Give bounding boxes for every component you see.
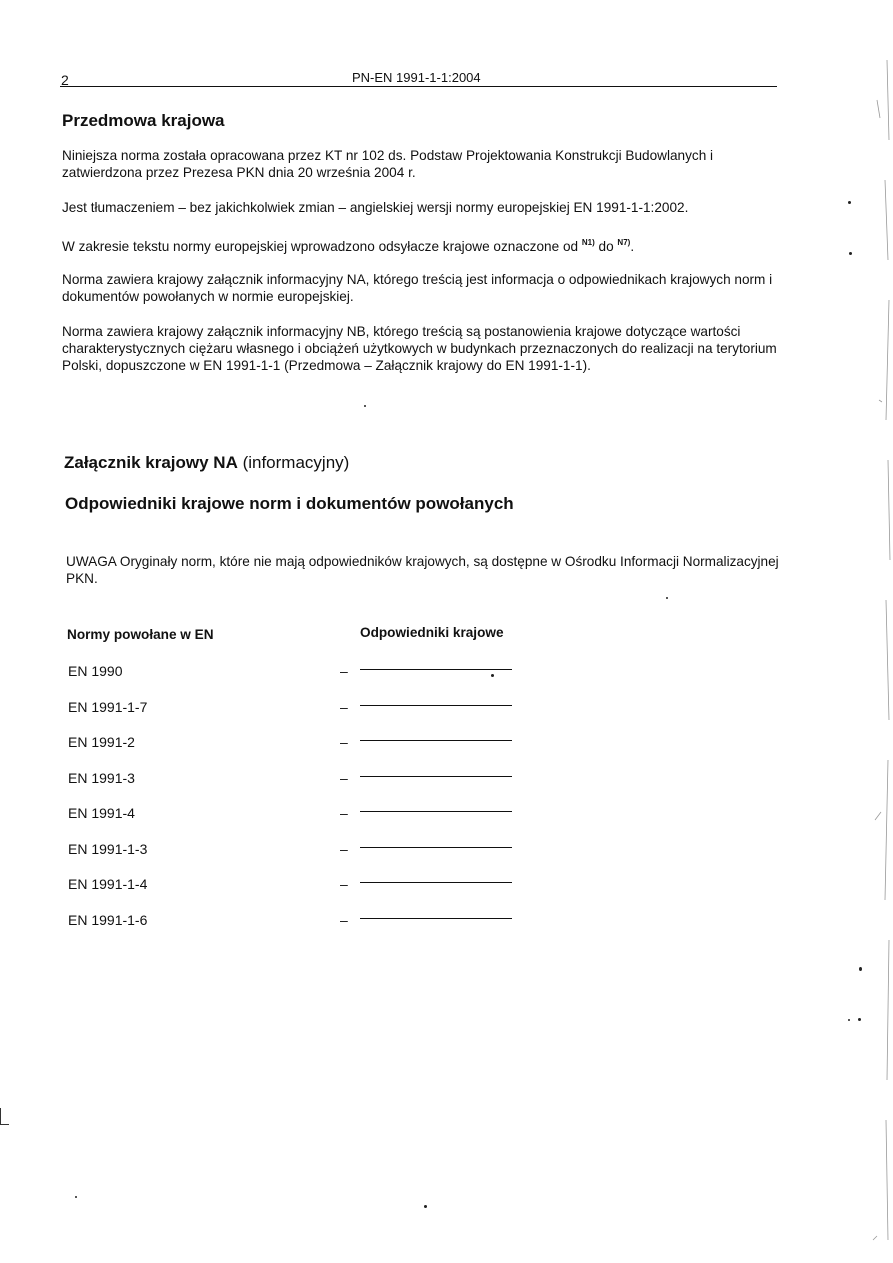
footnote-ref-n1: N1) xyxy=(581,238,595,247)
norm-code: EN 1991-1-3 xyxy=(68,840,148,857)
foreword-paragraph-2: Jest tłumaczeniem – bez jakichkolwiek zmian – angielskiej wersji normy europejskiej EN 1991-1-1:2002. xyxy=(62,200,689,215)
national-equivalent-blank-line xyxy=(360,882,512,883)
p3-text-mid: do xyxy=(594,239,618,254)
foreword-paragraph-1: Niniejsza norma została opracowana przez KT nr 102 ds. Podstaw Projektowania Konstrukcji Budowlanych i zatwierdzona przez Prezesa PKN dnia 20 września 2004 r. xyxy=(62,148,714,180)
scan-speck xyxy=(75,1196,77,1198)
foreword-paragraph-4: Norma zawiera krajowy załącznik informacyjny NA, którego treścią jest informacja o odpowiednikach krajowych norm i dokumentów powołanych w normie europejskiej. xyxy=(62,272,773,304)
scan-edge-mark xyxy=(0,1108,9,1125)
norm-code: EN 1991-1-6 xyxy=(68,911,148,928)
scan-speck xyxy=(491,674,494,677)
row-dash: – xyxy=(340,769,348,786)
row-dash: – xyxy=(340,876,348,892)
standard-designation: PN-EN 1991-1-1:2004 xyxy=(352,70,481,85)
norm-code: EN 1991-1-4 xyxy=(68,876,148,892)
scan-speck xyxy=(858,1018,861,1021)
national-equivalent-blank-line xyxy=(360,705,512,706)
row-dash: – xyxy=(340,911,348,928)
footnote-ref-n7: N7) xyxy=(617,238,631,247)
p3-text-before: W zakresie tekstu normy europejskiej wprowadzono odsyłacze krajowe oznaczone od xyxy=(62,239,582,254)
national-equivalent-blank-line xyxy=(360,847,512,848)
scan-speck xyxy=(424,1205,427,1208)
scan-speck xyxy=(848,1019,850,1021)
row-dash: – xyxy=(340,840,348,857)
national-equivalent-blank-line xyxy=(360,811,512,812)
row-dash: – xyxy=(340,805,348,821)
column-header-national-equivalents: Odpowiedniki krajowe xyxy=(360,625,504,640)
scan-speck xyxy=(859,967,862,971)
foreword-paragraph-5: Norma zawiera krajowy załącznik informacyjny NB, którego treścią są postanowienia krajowe dotyczące wartości charakterystycznych ciężaru własnego i obciążeń użytkowych w budynkach przeznaczonych do realizacji na terytorium Polski, dopuszczone w EN 1991-1-1 (Przedmowa – Załącznik krajowy do EN 1991-1-1). xyxy=(62,324,777,373)
norm-code: EN 1990 xyxy=(68,663,123,679)
annex-heading xyxy=(64,453,349,473)
norm-code: EN 1991-4 xyxy=(68,805,135,821)
p3-text-after: . xyxy=(630,239,635,254)
row-dash: – xyxy=(340,698,348,715)
norm-code: EN 1991-2 xyxy=(68,734,135,750)
national-equivalent-blank-line xyxy=(360,740,512,741)
national-equivalent-blank-line xyxy=(360,776,512,777)
page-number: 2 xyxy=(61,72,69,88)
scan-speck xyxy=(848,201,851,204)
column-header-en-norms: Normy powołane w EN xyxy=(67,627,214,642)
annex-subtitle: Odpowiedniki krajowe norm i dokumentów powołanych xyxy=(65,494,514,513)
national-equivalent-blank-line xyxy=(360,918,512,919)
norm-code: EN 1991-1-7 xyxy=(68,698,148,715)
national-equivalent-blank-line xyxy=(360,669,512,670)
header-rule xyxy=(60,86,777,87)
scan-right-edge-noise xyxy=(871,0,893,1263)
foreword-heading: Przedmowa krajowa xyxy=(62,111,225,130)
norm-code: EN 1991-3 xyxy=(68,769,135,786)
annex-note: UWAGA Oryginały norm, które nie mają odpowiedników krajowych, są dostępne w Ośrodku Informacji Normalizacyjnej PKN. xyxy=(66,554,779,586)
annex-title-bold: Załącznik krajowy NA xyxy=(64,453,238,472)
scan-speck xyxy=(364,405,366,407)
row-dash: – xyxy=(340,663,348,679)
scan-speck xyxy=(666,597,668,599)
annex-title-normal: (informacyjny) xyxy=(237,453,350,472)
row-dash: – xyxy=(340,734,348,750)
foreword-paragraph-3 xyxy=(62,234,782,255)
scan-speck xyxy=(849,252,852,255)
